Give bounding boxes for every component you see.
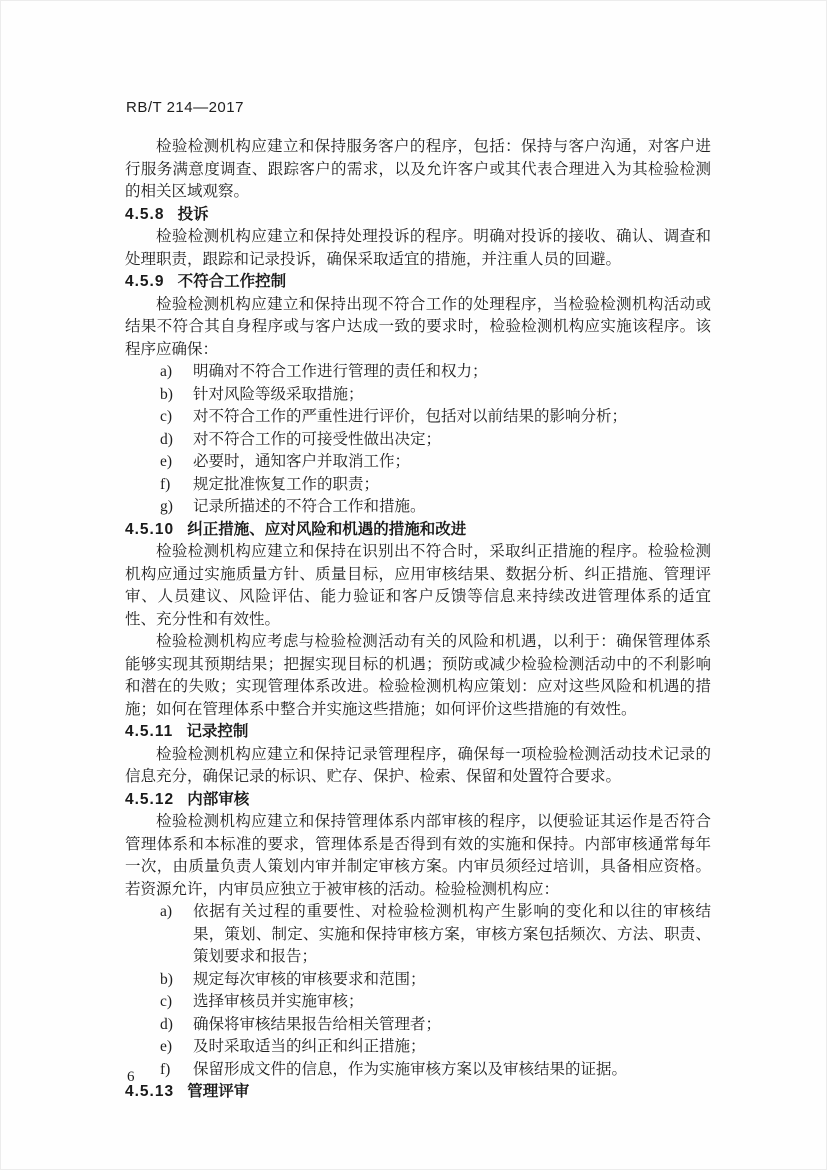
section-heading-4-5-10 (125, 519, 711, 542)
list-item-label: f) (160, 475, 171, 493)
list-item (125, 384, 711, 407)
list-item-label: f) (160, 1060, 171, 1078)
list-item-text: 依据有关过程的重要性、对检验检测机构产生影响的变化和以往的审核结果，策划、制定、实施和保持审核方案，审核方案包括频次、方法、职责、策划要求和报告； (193, 903, 711, 965)
list-item-label: e) (160, 453, 173, 470)
list-item-label: d) (160, 430, 173, 448)
section-title: 记录控制 (186, 723, 249, 740)
list-item (125, 451, 711, 474)
list-item-text: 对不符合工作的严重性进行评价，包括对以前结果的影响分析； (193, 408, 628, 425)
section-number: 4.5.12 (125, 790, 175, 808)
list-item-text: 明确对不符合工作进行管理的责任和权力； (193, 363, 488, 380)
list-item-text: 及时采取适当的纠正和纠正措施； (193, 1038, 426, 1055)
section-number: 4.5.9 (125, 273, 165, 290)
list-item-label: b) (160, 970, 173, 988)
list-item (125, 496, 711, 519)
section-heading-4-5-13 (125, 1081, 711, 1104)
section-number: 4.5.10 (125, 520, 175, 538)
page-number: 6 (127, 1069, 135, 1085)
list-item (125, 429, 711, 452)
section-number: 4.5.11 (125, 723, 174, 740)
section-paragraph: 检验检测机构应建立和保持出现不符合工作的处理程序，当检验检测机构活动或结果不符合其自身程序或与客户达成一致的要求时，检验检测机构应实施该程序。该程序应确保： (125, 295, 711, 358)
list-item-text: 选择审核员并实施审核； (193, 993, 364, 1010)
list-item-text: 记录所描述的不符合工作和措施。 (193, 498, 426, 515)
document-body (125, 136, 711, 1104)
list-item-label: b) (160, 385, 173, 403)
section-heading-4-5-9 (125, 271, 711, 294)
section-title: 纠正措施、应对风险和机遇的措施和改进 (187, 520, 467, 538)
section-paragraph: 检验检测机构应建立和保持管理体系内部审核的程序，以便验证其运作是否符合管理体系和本标准的要求，管理体系是否得到有效的实施和保持。内部审核通常每年一次，由质量负责人策划内审并制定审核方案。内审员须经过培训，具备相应资格。若资源允许，内审员应独立于被审核的活动。检验检测机构应： (125, 813, 711, 898)
list-item-label: d) (160, 1015, 173, 1033)
section-title: 管理评审 (187, 1083, 250, 1100)
list-item-label: a) (160, 363, 173, 380)
section-title: 不符合工作控制 (177, 273, 287, 290)
section-number: 4.5.13 (125, 1083, 175, 1100)
section-paragraph: 检验检测机构应建立和保持处理投诉的程序。明确对投诉的接收、确认、调查和处理职责，跟踪和记录投诉，确保采取适宜的措施，并注重人员的回避。 (125, 228, 711, 268)
section-number: 4.5.8 (125, 205, 165, 223)
list-item (125, 1059, 711, 1082)
list-item (125, 1036, 711, 1059)
list-item-label: c) (160, 408, 173, 425)
intro-paragraph: 检验检测机构应建立和保持服务客户的程序，包括：保持与客户沟通，对客户进行服务满意度调查、跟踪客户的需求，以及允许客户或其代表合理进入为其检验检测的相关区域观察。 (125, 138, 711, 200)
list-item-text: 确保将审核结果报告给相关管理者； (193, 1015, 442, 1033)
list-item-label: a) (160, 903, 173, 920)
section-paragraph: 检验检测机构应建立和保持在识别出不符合时，采取纠正措施的程序。检验检测机构应通过实施质量方针、质量目标，应用审核结果、数据分析、纠正措施、管理评审、人员建议、风险评估、能力验证和客户反馈等信息来持续改进管理体系的适宜性、充分性和有效性。 (125, 543, 711, 628)
list-item (125, 1014, 711, 1037)
section-heading-4-5-8 (125, 204, 711, 227)
list-item-label: c) (160, 993, 173, 1010)
list-item (125, 406, 711, 429)
section-paragraph: 检验检测机构应考虑与检验检测活动有关的风险和机遇，以利于：确保管理体系能够实现其预期结果；把握实现目标的机遇；预防或减少检验检测活动中的不利影响和潜在的失败；实现管理体系改进。检验检测机构应策划：应对这些风险和机遇的措施；如何在管理体系中整合并实施这些措施；如何评价这些措施的有效性。 (125, 633, 711, 718)
list-item-text: 必要时，通知客户并取消工作； (193, 453, 411, 470)
list-item (125, 361, 711, 384)
list-item-label: g) (160, 498, 173, 515)
list-item-text: 对不符合工作的可接受性做出决定； (193, 430, 442, 448)
list-item-text: 保留形成文件的信息，作为实施审核方案以及审核结果的证据。 (193, 1060, 628, 1078)
section-paragraph: 检验检测机构应建立和保持记录管理程序，确保每一项检验检测活动技术记录的信息充分，确保记录的标识、贮存、保护、检索、保留和处置符合要求。 (125, 745, 711, 785)
section-heading-4-5-11 (125, 721, 711, 744)
list-item-text: 规定每次审核的审核要求和范围； (193, 970, 426, 988)
list-item-text: 针对风险等级采取措施； (193, 385, 364, 403)
list-item (125, 969, 711, 992)
list-item-text: 规定批准恢复工作的职责； (193, 475, 380, 493)
list-item-label: e) (160, 1038, 173, 1055)
section-heading-4-5-12 (125, 789, 711, 812)
section-title: 投诉 (177, 205, 209, 223)
list-item (125, 901, 711, 969)
section-title: 内部审核 (187, 790, 250, 808)
list-item (125, 991, 711, 1014)
list-item (125, 474, 711, 497)
document-code-header: RB/T 214—2017 (126, 99, 244, 116)
